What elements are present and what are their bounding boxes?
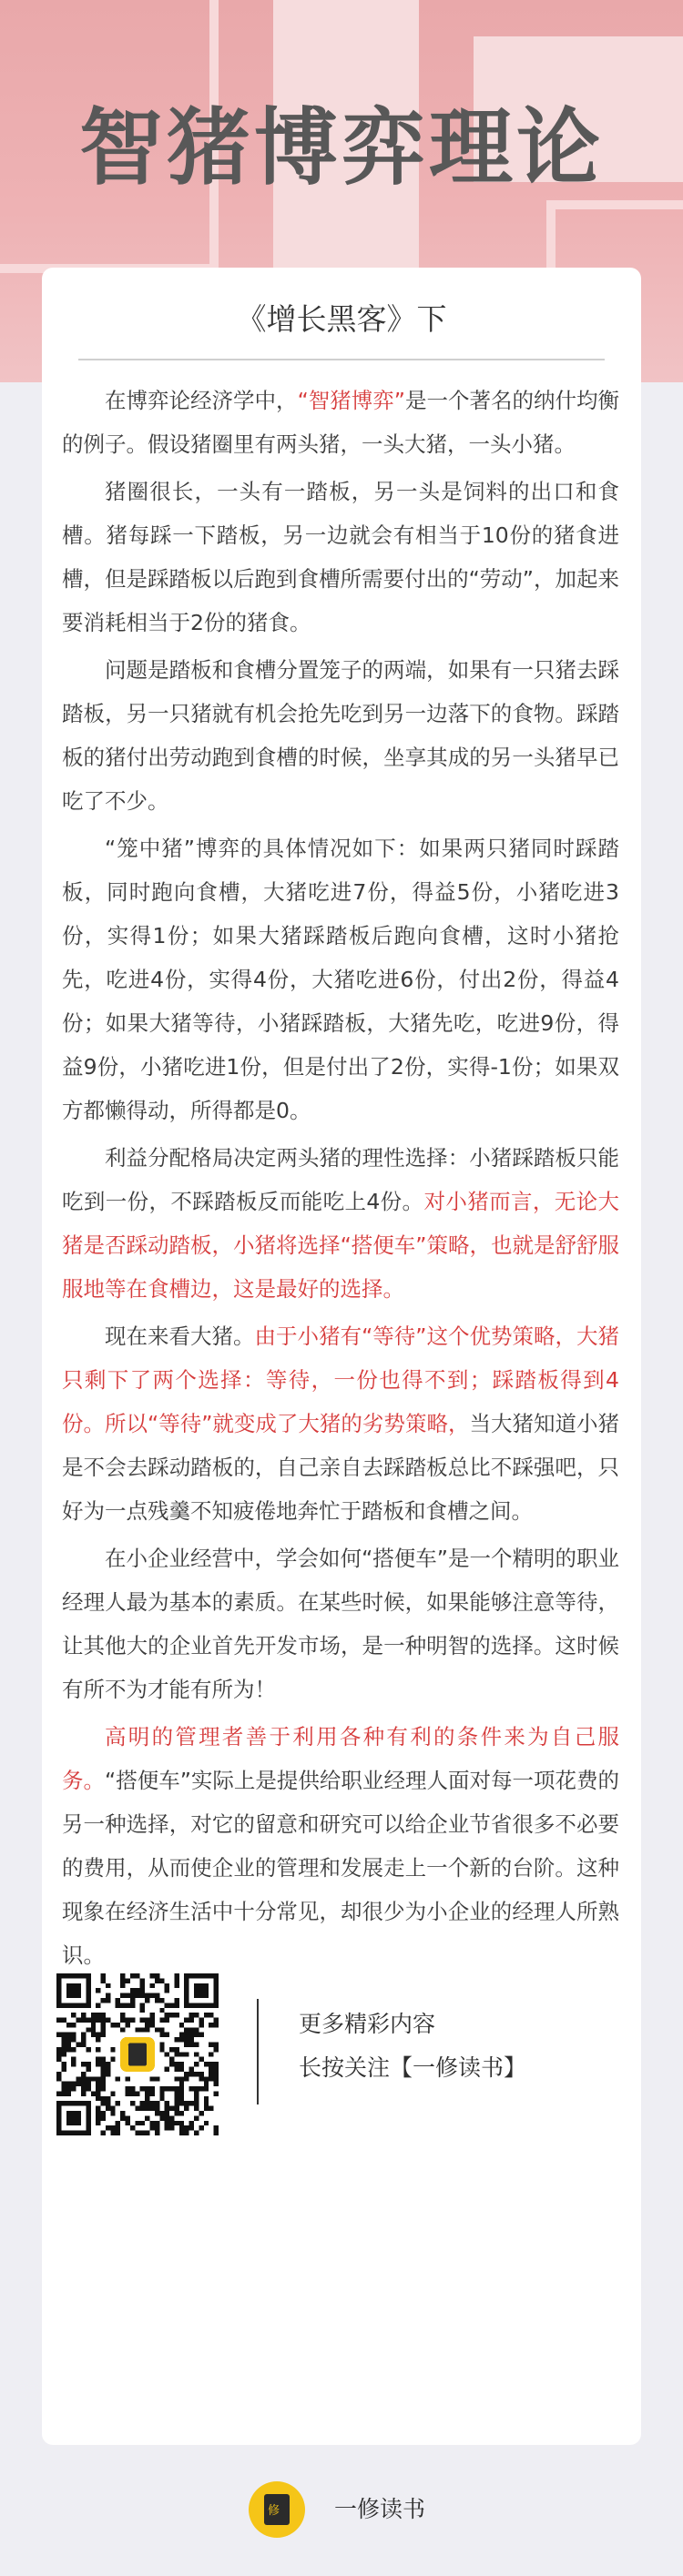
body-text: “笼中猪”博弈的具体情况如下：如果两只猪同时踩踏板，同时跑向食槽，大猪吃进7份，得益5份，小猪吃进3份，实得1份；如果大猪踩踏板后跑向食槽，这时小猪抢先，吃进4份，实得4份，大猪吃进6份，付出2份，得益4份；如果大猪等待，小猪踩踏板，大猪先吃，吃进9份，得益9份，小猪吃进1份，但是付出了2份，实得-1份；如果双方都懒得动，所得都是0。 (62, 836, 619, 1123)
article-paragraph (62, 379, 619, 466)
article-paragraph (62, 1536, 619, 1711)
article-paragraph (62, 1136, 619, 1311)
highlight-text: 由于小猪有“等待”这个优势策略，大猪只剩下了两个选择：等待，一份也得不到；踩踏板得到4份。所以“等待”就变成了大猪的劣势策略， (62, 1323, 619, 1436)
body-text: 是一个著名的纳什均衡的例子。假设猪圈里有两头猪，一头大猪，一头小猪。 (62, 388, 620, 457)
promo-divider (257, 1999, 259, 2104)
highlight-text: 对小猪而言，无论大猪是否踩动踏板，小猪将选择“搭便车”策略，也就是舒舒服服地等在食槽边，这是最好的选择。 (62, 1189, 620, 1302)
body-text: 在小企业经营中，学会如何“搭便车”是一个精明的职业经理人最为基本的素质。在某些时候，如果能够注意等待，让其他大的企业首先开发市场，是一种明智的选择。这时候有所不为才能有所为！ (62, 1546, 619, 1702)
promo-line-2: 长按关注【一修读书】 (299, 2054, 527, 2081)
article-paragraph (62, 1715, 619, 1977)
body-text: 当大猪知道小猪是不会去踩动踏板的，自己亲自去踩踏板总比不踩强吧，只好为一点残羹不知疲倦地奔忙于踏板和食槽之间。 (62, 1411, 620, 1524)
book-icon (264, 2494, 290, 2525)
article-paragraph (62, 1314, 619, 1533)
page-title: 智猪博弈理论 (78, 99, 604, 197)
logo-char: 修 (268, 2504, 280, 2518)
article-subtitle: 《增长黑客》下 (236, 301, 447, 337)
article-paragraph (62, 827, 619, 1132)
body-text: 问题是踏板和食槽分置笼子的两端，如果有一只猪去踩踏板，另一只猪就有机会抢先吃到另一边落下的食物。踩踏板的猪付出劳动跑到食槽的时候，坐享其成的另一头猪早已吃了不少。 (62, 657, 619, 814)
body-text: 猪圈很长，一头有一踏板，另一头是饲料的出口和食槽。猪每踩一下踏板，另一边就会有相当于10份的猪食进槽，但是踩踏板以后跑到食槽所需要付出的“劳动”，加起来要消耗相当于2份的猪食。 (62, 479, 619, 635)
body-text: 现在来看大猪。 (105, 1323, 255, 1349)
highlight-text: 高明的管理者善于利用各种有利的条件来为自己服务。 (62, 1724, 619, 1793)
highlight-text: “智猪博弈” (297, 388, 405, 413)
article-paragraph (62, 470, 619, 644)
title-divider (78, 359, 605, 360)
brand-logo-icon (249, 2481, 305, 2538)
article-body (62, 379, 619, 1981)
body-text: 利益分配格局决定两头猪的理性选择：小猪踩踏板只能吃到一份，不踩踏板反而能吃上4份。 (62, 1145, 619, 1214)
qr-code[interactable] (56, 1973, 219, 2135)
article-paragraph (62, 648, 619, 823)
brand-name: 一修读书 (334, 2496, 426, 2522)
body-text: “搭便车”实际上是提供给职业经理人面对每一项花费的另一种选择，对它的留意和研究可以给企业节省很多不必要的费用，从而使企业的管理和发展走上一个新的台阶。这种现象在经济生活中十分常见，却很少为小企业的经理人所熟识。 (62, 1768, 619, 1968)
promo-text (299, 2003, 526, 2090)
promo-line-1: 更多精彩内容 (299, 2011, 436, 2037)
body-text: 在博弈论经济学中， (105, 388, 298, 413)
